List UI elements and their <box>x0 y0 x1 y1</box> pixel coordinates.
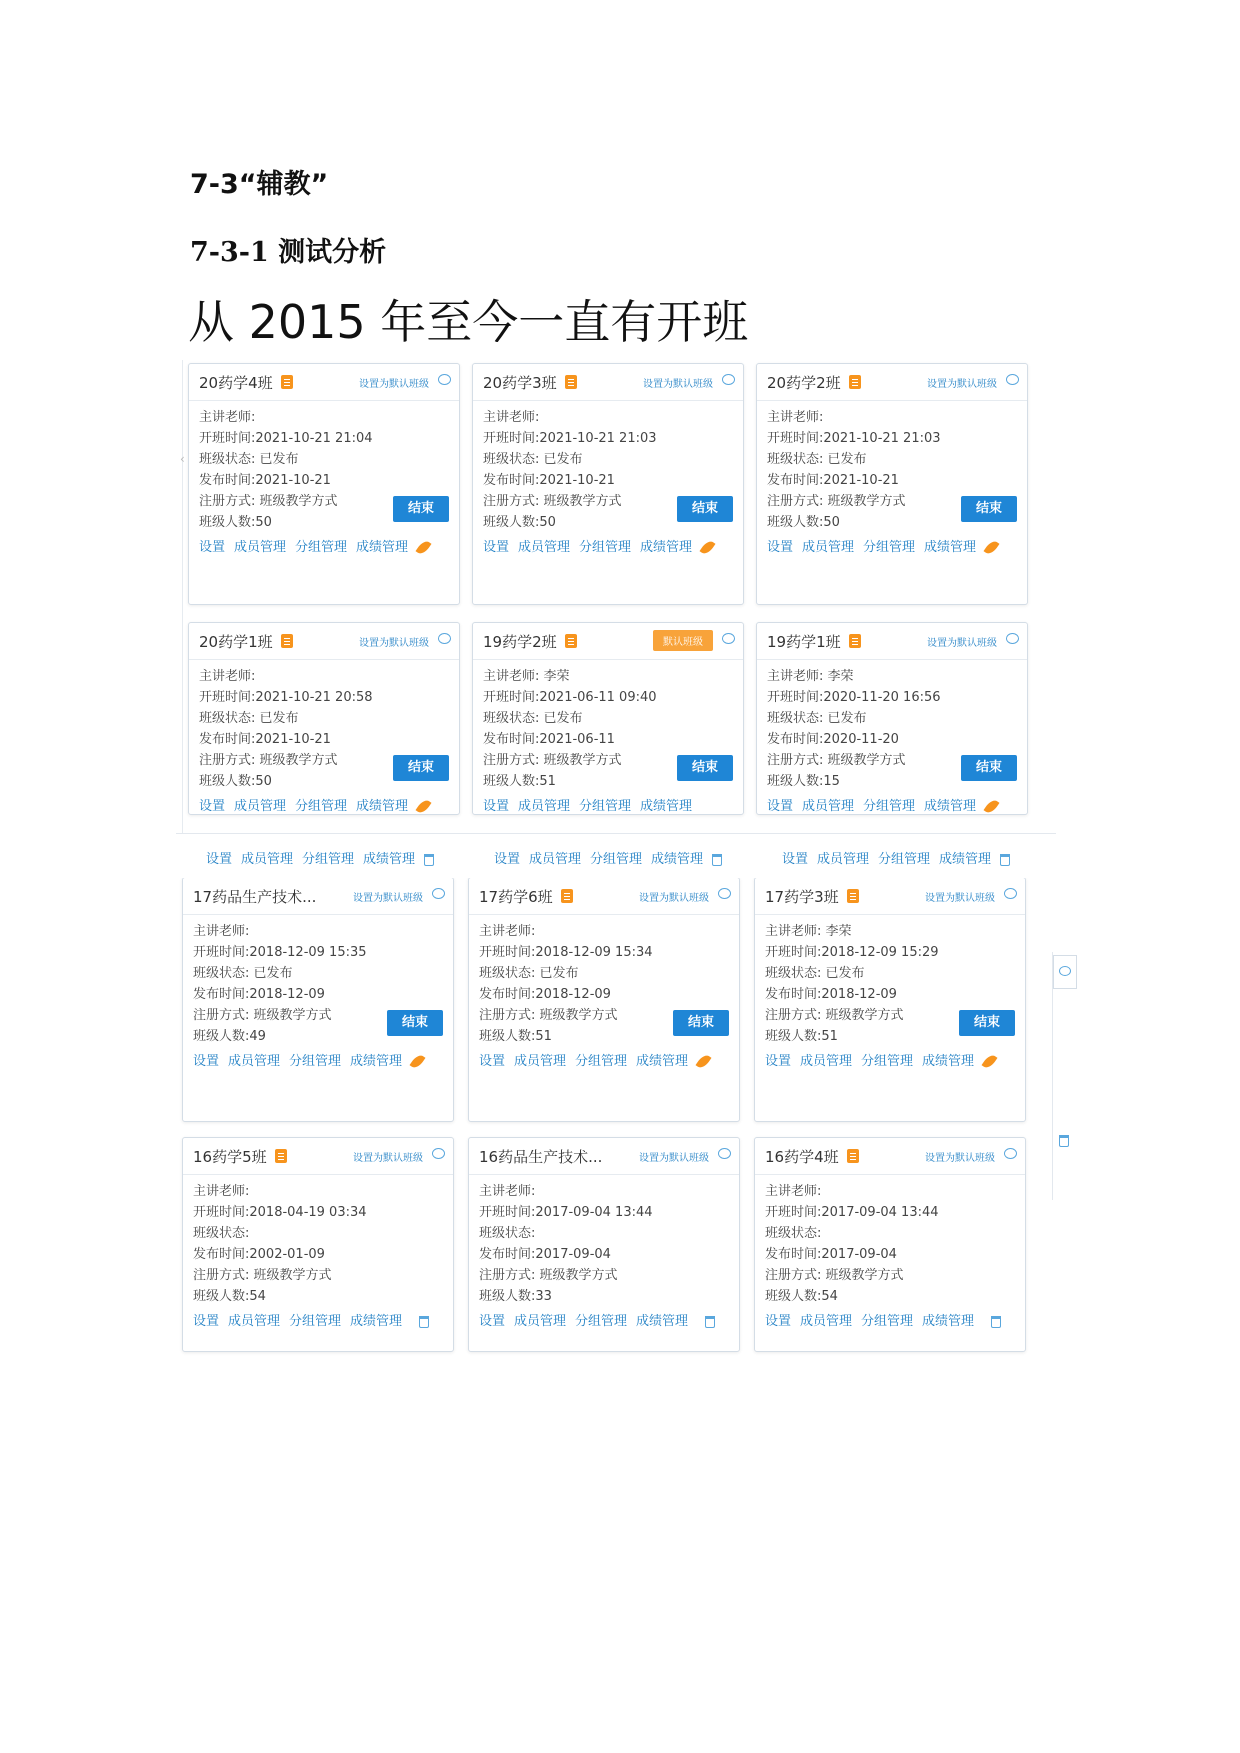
link-members[interactable]: 成员管理 <box>514 1314 567 1329</box>
card-info-line: 主讲老师: <box>765 1184 822 1199</box>
leaf-icon[interactable] <box>984 798 1000 815</box>
strip-link-settings[interactable]: 设置 <box>206 852 233 867</box>
class-card <box>182 1137 454 1352</box>
strip-link-members[interactable]: 成员管理 <box>529 852 582 867</box>
card-info-line: 主讲老师: <box>193 924 250 939</box>
strip-links-3 <box>782 848 1019 867</box>
card-header <box>757 623 1027 660</box>
card-info-line: 主讲老师: <box>199 669 256 684</box>
card-header <box>473 623 743 660</box>
link-groups[interactable]: 分组管理 <box>863 799 916 814</box>
card-header <box>755 1138 1025 1175</box>
link-grades[interactable]: 成绩管理 <box>350 1054 403 1069</box>
class-title[interactable]: 19药学2班 <box>483 633 557 651</box>
card-info-line: 班级人数:49 <box>193 1029 266 1044</box>
trash-icon[interactable] <box>1059 1135 1069 1147</box>
doc-icon[interactable] <box>849 634 861 648</box>
card-body <box>469 1175 739 1307</box>
link-grades[interactable]: 成绩管理 <box>640 799 693 814</box>
card-header <box>183 1138 453 1175</box>
card-info-line: 发布时间:2021-10-21 <box>199 473 331 488</box>
class-title[interactable]: 20药学2班 <box>767 374 841 392</box>
end-class-button[interactable]: 结束 <box>677 755 733 781</box>
chat-icon[interactable] <box>438 633 451 644</box>
card-info-line: 开班时间:2021-10-21 21:03 <box>767 431 941 446</box>
strip-link-members[interactable]: 成员管理 <box>817 852 870 867</box>
class-title[interactable]: 16药品生产技术... <box>479 1148 603 1166</box>
end-class-button[interactable]: 结束 <box>677 496 733 522</box>
card-info-line: 班级人数:51 <box>479 1029 552 1044</box>
card-info-line: 班级人数:50 <box>767 515 840 530</box>
card-info-line: 班级人数:50 <box>199 515 272 530</box>
card-info-line: 班级人数:50 <box>199 774 272 789</box>
end-class-button[interactable]: 结束 <box>959 1010 1015 1036</box>
link-members[interactable]: 成员管理 <box>802 799 855 814</box>
link-grades[interactable]: 成绩管理 <box>924 799 977 814</box>
trash-icon[interactable] <box>991 1316 1001 1328</box>
class-card <box>756 363 1028 605</box>
link-settings[interactable]: 设置 <box>199 540 226 555</box>
card-info-line: 开班时间:2021-10-21 21:04 <box>199 431 373 446</box>
link-groups[interactable]: 分组管理 <box>575 1314 628 1329</box>
class-title[interactable]: 17药学3班 <box>765 888 839 906</box>
strip-link-grades[interactable]: 成绩管理 <box>363 852 416 867</box>
trash-icon[interactable] <box>705 1316 715 1328</box>
link-members[interactable]: 成员管理 <box>800 1054 853 1069</box>
card-info-line: 主讲老师: 李荣 <box>483 669 570 684</box>
link-members[interactable]: 成员管理 <box>234 799 287 814</box>
subsection-heading: 7-3-1 测试分析 <box>190 237 387 268</box>
end-class-button[interactable]: 结束 <box>387 1010 443 1036</box>
class-title[interactable]: 20药学4班 <box>199 374 273 392</box>
set-default-link[interactable]: 设置为默认班级 <box>927 379 997 390</box>
card-info-line: 主讲老师: <box>479 924 536 939</box>
card-info-line: 主讲老师: <box>193 1184 250 1199</box>
card-body <box>183 1175 453 1307</box>
chat-icon[interactable] <box>432 888 445 899</box>
card-header <box>469 1138 739 1175</box>
link-groups[interactable]: 分组管理 <box>863 540 916 555</box>
card-info-line: 开班时间:2017-09-04 13:44 <box>765 1205 939 1220</box>
card-links <box>193 1050 431 1069</box>
doc-icon[interactable] <box>565 375 577 389</box>
link-grades[interactable]: 成绩管理 <box>636 1314 689 1329</box>
card-info-line: 主讲老师: 李荣 <box>765 924 852 939</box>
card-links <box>479 1050 717 1069</box>
side-chat-button[interactable] <box>1053 955 1077 989</box>
card-info-line: 开班时间:2020-11-20 16:56 <box>767 690 941 705</box>
card-links <box>767 536 1005 555</box>
card-links <box>479 1310 724 1329</box>
chat-icon[interactable] <box>718 888 731 899</box>
leaf-icon[interactable] <box>984 539 1000 556</box>
class-card <box>472 622 744 815</box>
end-class-button[interactable]: 结束 <box>961 755 1017 781</box>
link-settings[interactable]: 设置 <box>479 1054 506 1069</box>
chat-icon[interactable] <box>718 1148 731 1159</box>
card-info-line: 发布时间:2021-10-21 <box>483 473 615 488</box>
class-card <box>472 363 744 605</box>
link-members[interactable]: 成员管理 <box>800 1314 853 1329</box>
strip-link-settings[interactable]: 设置 <box>494 852 521 867</box>
card-info-line: 班级状态: 已发布 <box>765 966 865 981</box>
set-default-link[interactable]: 设置为默认班级 <box>927 638 997 649</box>
class-title[interactable]: 16药学5班 <box>193 1148 267 1166</box>
card-info-line: 班级状态: 已发布 <box>483 711 583 726</box>
card-info-line: 开班时间:2021-10-21 21:03 <box>483 431 657 446</box>
link-grades[interactable]: 成绩管理 <box>350 1314 403 1329</box>
card-info-line: 发布时间:2018-12-09 <box>479 987 611 1002</box>
card-header <box>473 364 743 401</box>
card-links <box>193 1310 438 1329</box>
card-info-line: 开班时间:2021-10-21 20:58 <box>199 690 373 705</box>
card-info-line: 注册方式: 班级教学方式 <box>479 1268 618 1283</box>
set-default-link[interactable]: 设置为默认班级 <box>639 1153 709 1164</box>
link-grades[interactable]: 成绩管理 <box>922 1314 975 1329</box>
card-info-line: 发布时间:2002-01-09 <box>193 1247 325 1262</box>
card-info-line: 注册方式: 班级教学方式 <box>483 753 622 768</box>
link-settings[interactable]: 设置 <box>767 540 794 555</box>
card-links <box>765 1050 1003 1069</box>
link-settings[interactable]: 设置 <box>193 1314 220 1329</box>
class-title[interactable]: 20药学3班 <box>483 374 557 392</box>
card-info-line: 注册方式: 班级教学方式 <box>479 1008 618 1023</box>
trash-icon[interactable] <box>1000 854 1010 866</box>
strip-links-1 <box>206 848 443 867</box>
chat-icon[interactable] <box>438 374 451 385</box>
card-info-line: 班级状态: 已发布 <box>483 452 583 467</box>
set-default-link[interactable]: 设置为默认班级 <box>925 1153 995 1164</box>
link-settings[interactable]: 设置 <box>767 799 794 814</box>
link-groups[interactable]: 分组管理 <box>579 799 632 814</box>
link-groups[interactable]: 分组管理 <box>861 1054 914 1069</box>
link-groups[interactable]: 分组管理 <box>289 1054 342 1069</box>
card-info-line: 班级状态: <box>765 1226 822 1241</box>
card-info-line: 发布时间:2021-10-21 <box>199 732 331 747</box>
default-class-badge[interactable]: 默认班级 <box>653 630 713 651</box>
chat-icon[interactable] <box>432 1148 445 1159</box>
card-links <box>199 795 437 814</box>
end-class-button[interactable]: 结束 <box>393 755 449 781</box>
doc-icon[interactable] <box>847 1149 859 1163</box>
card-info-line: 班级状态: 已发布 <box>199 711 299 726</box>
doc-icon[interactable] <box>847 889 859 903</box>
strip-link-grades[interactable]: 成绩管理 <box>939 852 992 867</box>
set-default-link[interactable]: 设置为默认班级 <box>353 893 423 904</box>
card-info-line: 班级状态: 已发布 <box>193 966 293 981</box>
card-info-line: 注册方式: 班级教学方式 <box>765 1268 904 1283</box>
card-info-line: 班级状态: 已发布 <box>767 452 867 467</box>
strip-links-2 <box>494 848 731 867</box>
doc-icon[interactable] <box>275 1149 287 1163</box>
strip-link-groups[interactable]: 分组管理 <box>302 852 355 867</box>
card-links <box>483 536 721 555</box>
link-settings[interactable]: 设置 <box>193 1054 220 1069</box>
chat-icon[interactable] <box>1004 888 1017 899</box>
card-info-line: 班级状态: 已发布 <box>479 966 579 981</box>
card-info-line: 注册方式: 班级教学方式 <box>193 1268 332 1283</box>
card-info-line: 班级人数:54 <box>765 1289 838 1304</box>
card-info-line: 开班时间:2021-06-11 09:40 <box>483 690 657 705</box>
link-groups[interactable]: 分组管理 <box>295 799 348 814</box>
card-links <box>199 536 437 555</box>
class-card <box>468 1137 740 1352</box>
trash-icon[interactable] <box>712 854 722 866</box>
card-info-line: 班级人数:51 <box>483 774 556 789</box>
card-links <box>483 795 701 814</box>
link-members[interactable]: 成员管理 <box>234 540 287 555</box>
doc-icon[interactable] <box>281 375 293 389</box>
card-header <box>189 623 459 660</box>
link-grades[interactable]: 成绩管理 <box>636 1054 689 1069</box>
link-settings[interactable]: 设置 <box>765 1054 792 1069</box>
chat-icon[interactable] <box>1006 374 1019 385</box>
card-body <box>755 1175 1025 1307</box>
card-info-line: 班级状态: 已发布 <box>767 711 867 726</box>
chat-icon[interactable] <box>1006 633 1019 644</box>
link-groups[interactable]: 分组管理 <box>575 1054 628 1069</box>
card-info-line: 主讲老师: <box>479 1184 536 1199</box>
link-grades[interactable]: 成绩管理 <box>356 540 409 555</box>
card-info-line: 主讲老师: <box>767 410 824 425</box>
link-members[interactable]: 成员管理 <box>228 1314 281 1329</box>
card-links <box>765 1310 1010 1329</box>
card-info-line: 班级状态: 已发布 <box>199 452 299 467</box>
set-default-link[interactable]: 设置为默认班级 <box>925 893 995 904</box>
card-info-line: 发布时间:2021-10-21 <box>767 473 899 488</box>
card-info-line: 发布时间:2017-09-04 <box>479 1247 611 1262</box>
card-info-line: 班级人数:50 <box>483 515 556 530</box>
link-members[interactable]: 成员管理 <box>518 799 571 814</box>
card-info-line: 开班时间:2018-12-09 15:35 <box>193 945 367 960</box>
statement-text: 从 2015 年至今一直有开班 <box>188 295 749 349</box>
class-card <box>754 877 1026 1122</box>
card-info-line: 开班时间:2018-12-09 15:29 <box>765 945 939 960</box>
trash-icon[interactable] <box>419 1316 429 1328</box>
link-members[interactable]: 成员管理 <box>228 1054 281 1069</box>
link-groups[interactable]: 分组管理 <box>861 1314 914 1329</box>
leaf-icon[interactable] <box>410 1053 426 1070</box>
card-info-line: 主讲老师: <box>199 410 256 425</box>
link-members[interactable]: 成员管理 <box>802 540 855 555</box>
end-class-button[interactable]: 结束 <box>673 1010 729 1036</box>
doc-icon[interactable] <box>849 375 861 389</box>
set-default-link[interactable]: 设置为默认班级 <box>353 1153 423 1164</box>
strip-link-members[interactable]: 成员管理 <box>241 852 294 867</box>
leaf-icon[interactable] <box>700 539 716 556</box>
strip-link-groups[interactable]: 分组管理 <box>590 852 643 867</box>
doc-icon[interactable] <box>281 634 293 648</box>
link-settings[interactable]: 设置 <box>483 799 510 814</box>
card-info-line: 发布时间:2018-12-09 <box>193 987 325 1002</box>
trash-icon[interactable] <box>424 854 434 866</box>
card-info-line: 发布时间:2021-06-11 <box>483 732 615 747</box>
link-grades[interactable]: 成绩管理 <box>356 799 409 814</box>
section-heading: 7-3“辅教” <box>190 169 329 200</box>
link-grades[interactable]: 成绩管理 <box>924 540 977 555</box>
class-card <box>188 622 460 815</box>
card-info-line: 主讲老师: 李荣 <box>767 669 854 684</box>
card-info-line: 注册方式: 班级教学方式 <box>767 494 906 509</box>
doc-icon[interactable] <box>565 634 577 648</box>
class-card <box>756 622 1028 815</box>
link-grades[interactable]: 成绩管理 <box>640 540 693 555</box>
end-class-button[interactable]: 结束 <box>393 496 449 522</box>
strip-link-settings[interactable]: 设置 <box>782 852 809 867</box>
set-default-link[interactable]: 设置为默认班级 <box>643 379 713 390</box>
left-edge-divider <box>182 360 183 840</box>
class-card <box>754 1137 1026 1352</box>
doc-icon[interactable] <box>561 889 573 903</box>
class-card <box>182 877 454 1122</box>
card-info-line: 开班时间:2018-04-19 03:34 <box>193 1205 367 1220</box>
link-groups[interactable]: 分组管理 <box>289 1314 342 1329</box>
card-info-line: 班级状态: <box>479 1226 536 1241</box>
card-header <box>757 364 1027 401</box>
link-groups[interactable]: 分组管理 <box>295 540 348 555</box>
link-settings[interactable]: 设置 <box>199 799 226 814</box>
card-header <box>183 878 453 915</box>
class-title[interactable]: 20药学1班 <box>199 633 273 651</box>
card-info-line: 注册方式: 班级教学方式 <box>199 494 338 509</box>
strip-link-grades[interactable]: 成绩管理 <box>651 852 704 867</box>
card-header <box>469 878 739 915</box>
leaf-icon[interactable] <box>416 798 432 815</box>
card-info-line: 注册方式: 班级教学方式 <box>199 753 338 768</box>
link-grades[interactable]: 成绩管理 <box>922 1054 975 1069</box>
card-info-line: 班级人数:51 <box>765 1029 838 1044</box>
link-groups[interactable]: 分组管理 <box>579 540 632 555</box>
class-title[interactable]: 17药学6班 <box>479 888 553 906</box>
card-info-line: 开班时间:2018-12-09 15:34 <box>479 945 653 960</box>
card-info-line: 班级人数:54 <box>193 1289 266 1304</box>
card-info-line: 开班时间:2017-09-04 13:44 <box>479 1205 653 1220</box>
link-strip <box>176 833 1056 878</box>
class-title[interactable]: 16药学4班 <box>765 1148 839 1166</box>
leaf-icon[interactable] <box>696 1053 712 1070</box>
class-title[interactable]: 19药学1班 <box>767 633 841 651</box>
right-edge-divider <box>1052 952 1053 1200</box>
strip-link-groups[interactable]: 分组管理 <box>878 852 931 867</box>
chat-icon[interactable] <box>722 633 735 644</box>
class-title[interactable]: 17药品生产技术... <box>193 888 317 906</box>
chat-icon[interactable] <box>1004 1148 1017 1159</box>
leaf-icon[interactable] <box>416 539 432 556</box>
set-default-link[interactable]: 设置为默认班级 <box>359 638 429 649</box>
link-settings[interactable]: 设置 <box>479 1314 506 1329</box>
class-card <box>188 363 460 605</box>
chat-icon <box>1059 966 1071 976</box>
leaf-icon[interactable] <box>982 1053 998 1070</box>
link-members[interactable]: 成员管理 <box>514 1054 567 1069</box>
card-info-line: 注册方式: 班级教学方式 <box>765 1008 904 1023</box>
link-settings[interactable]: 设置 <box>483 540 510 555</box>
card-info-line: 主讲老师: <box>483 410 540 425</box>
end-class-button[interactable]: 结束 <box>961 496 1017 522</box>
set-default-link[interactable]: 设置为默认班级 <box>359 379 429 390</box>
link-members[interactable]: 成员管理 <box>518 540 571 555</box>
card-info-line: 班级状态: <box>193 1226 250 1241</box>
card-links <box>767 795 1005 814</box>
class-card <box>468 877 740 1122</box>
card-info-line: 注册方式: 班级教学方式 <box>193 1008 332 1023</box>
card-info-line: 班级人数:33 <box>479 1289 552 1304</box>
card-header <box>189 364 459 401</box>
chevron-left-icon[interactable]: ‹ <box>180 452 185 466</box>
set-default-link[interactable]: 设置为默认班级 <box>639 893 709 904</box>
card-info-line: 发布时间:2018-12-09 <box>765 987 897 1002</box>
link-settings[interactable]: 设置 <box>765 1314 792 1329</box>
card-info-line: 发布时间:2017-09-04 <box>765 1247 897 1262</box>
chat-icon[interactable] <box>722 374 735 385</box>
card-info-line: 班级人数:15 <box>767 774 840 789</box>
card-info-line: 发布时间:2020-11-20 <box>767 732 899 747</box>
card-info-line: 注册方式: 班级教学方式 <box>767 753 906 768</box>
card-header <box>755 878 1025 915</box>
card-info-line: 注册方式: 班级教学方式 <box>483 494 622 509</box>
